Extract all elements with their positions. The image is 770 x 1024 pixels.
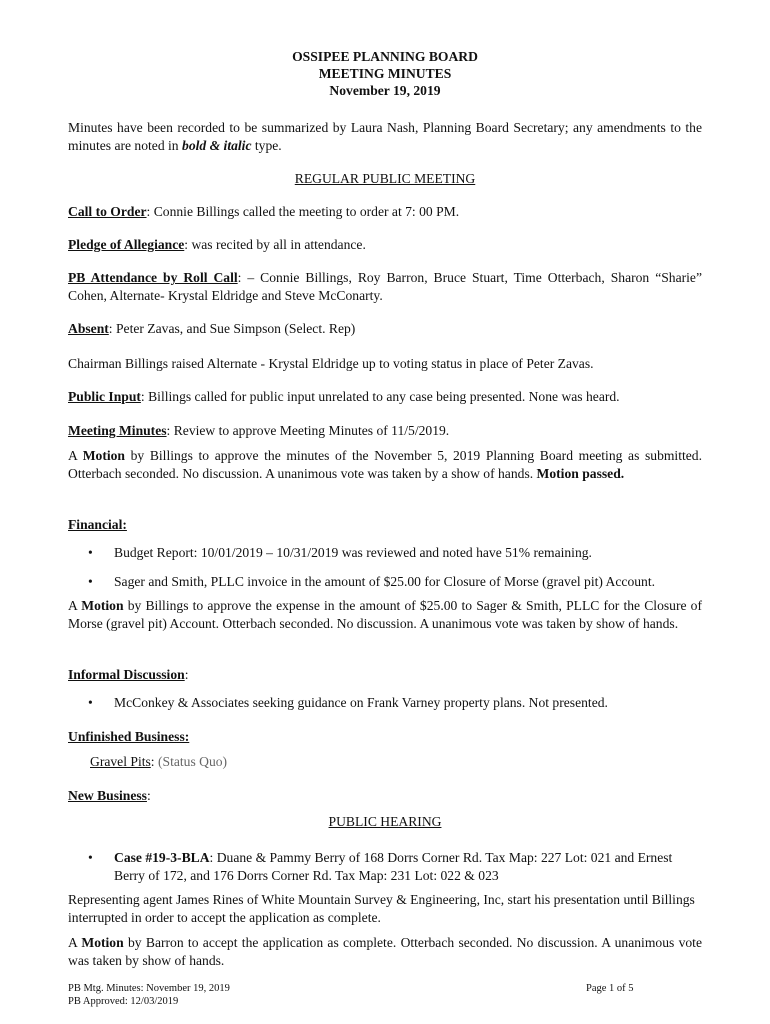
financial-heading: Financial: (68, 517, 127, 532)
list-item: • McConkey & Associates seeking guidance on Frank Varney property plans. Not presented. (88, 695, 608, 710)
bullet-icon: • (88, 695, 93, 710)
section-label: Call to Order (68, 204, 147, 219)
case-description: Case #19-3-BLA: Duane & Pammy Berry of 168 Dorrs Corner Rd. Tax Map: 227 Lot: 021 and Ernest Berry of 172, and 176 Dorrs Corner Rd. Tax Map: 231 Lot: 022 & 023 (114, 850, 673, 883)
regular-meeting-heading: REGULAR PUBLIC MEETING (294, 171, 476, 186)
attendance-paragraph: PB Attendance by Roll Call: – Connie Billings, Roy Barron, Bruce Stuart, Time Otterbach, Sharon “Sharie” Cohen, Alternate- Krystal Eldridge and Steve McConarty. (68, 270, 702, 303)
case-id: Case #19-3-BLA (114, 850, 210, 865)
footer-info (68, 982, 230, 1008)
document-header (0, 48, 770, 99)
absent-paragraph: Absent: Peter Zavas, and Sue Simpson (Select. Rep) (68, 321, 356, 336)
section-label: Public Input (68, 389, 141, 404)
bullet-icon: • (88, 545, 93, 560)
representing-paragraph: Representing agent James Rines of White Mountain Survey & Engineering, Inc, start his presentation until Billings interrupted in order to accept the application as complete. (68, 892, 695, 925)
informal-discussion-heading: Informal Discussion: (68, 667, 189, 682)
section-label: Absent (68, 321, 109, 336)
footer-approved-line: PB Approved: 12/03/2019 (68, 996, 179, 1007)
list-item (88, 849, 702, 884)
public-input-paragraph: Public Input: Billings called for public input unrelated to any case being presented. None was heard. (68, 389, 620, 404)
pledge-paragraph: Pledge of Allegiance: was recited by all in attendance. (68, 237, 366, 252)
meeting-minutes-paragraph: Meeting Minutes: Review to approve Meeting Minutes of 11/5/2019. (68, 423, 450, 438)
minutes-motion-paragraph: A Motion by Billings to approve the minutes of the November 5, 2019 Planning Board meeting as submitted. Otterbach seconded. No discussion. A unanimous vote was taken by a show of hands. Motion passed. (68, 448, 702, 481)
bullet-icon: • (88, 574, 93, 589)
case-motion-paragraph: A Motion by Barron to accept the application as complete. Otterbach seconded. No discussion. A unanimous vote was taken by show of hands. (68, 935, 702, 968)
list-item: • Sager and Smith, PLLC invoice in the amount of $25.00 for Closure of Morse (gravel pit) Account. (88, 574, 656, 589)
section-label: PB Attendance by Roll Call (68, 270, 238, 285)
bullet-icon: • (88, 850, 93, 865)
call-to-order-paragraph: Call to Order: Connie Billings called the meeting to order at 7: 00 PM. (68, 204, 460, 219)
list-item: • Budget Report: 10/01/2019 – 10/31/2019 was reviewed and noted have 51% remaining. (88, 545, 592, 560)
board-name: OSSIPEE PLANNING BOARD (292, 49, 478, 64)
meeting-date: November 19, 2019 (329, 83, 441, 98)
document-title: MEETING MINUTES (318, 66, 452, 81)
section-label: Meeting Minutes (68, 423, 167, 438)
gravel-pits-line: Gravel Pits: (Status Quo) (90, 754, 228, 769)
page-number: Page 1 of 5 (586, 983, 634, 994)
intro-paragraph: Minutes have been recorded to be summarized by Laura Nash, Planning Board Secretary; any amendments to the minutes are noted in bold & italic type. (68, 120, 702, 153)
status-text: (Status Quo) (157, 754, 228, 769)
intro-emphasis: bold & italic (182, 137, 252, 153)
financial-motion-paragraph: A Motion by Billings to approve the expense in the amount of $25.00 to Sager & Smith, PLLC for the Closure of Morse (gravel pit) Account. Otterbach seconded. No discussion. A unanimous vote was taken by show of hands. (68, 598, 703, 631)
public-hearing-heading: PUBLIC HEARING (328, 814, 442, 829)
section-label: Pledge of Allegiance (68, 237, 185, 252)
alternate-note: Chairman Billings raised Alternate - Krystal Eldridge up to voting status in place of Peter Zavas. (68, 356, 594, 371)
unfinished-business-heading: Unfinished Business: (68, 729, 190, 744)
new-business-heading: New Business: (68, 788, 151, 803)
footer-meeting-line: PB Mtg. Minutes: November 19, 2019 (68, 983, 230, 994)
